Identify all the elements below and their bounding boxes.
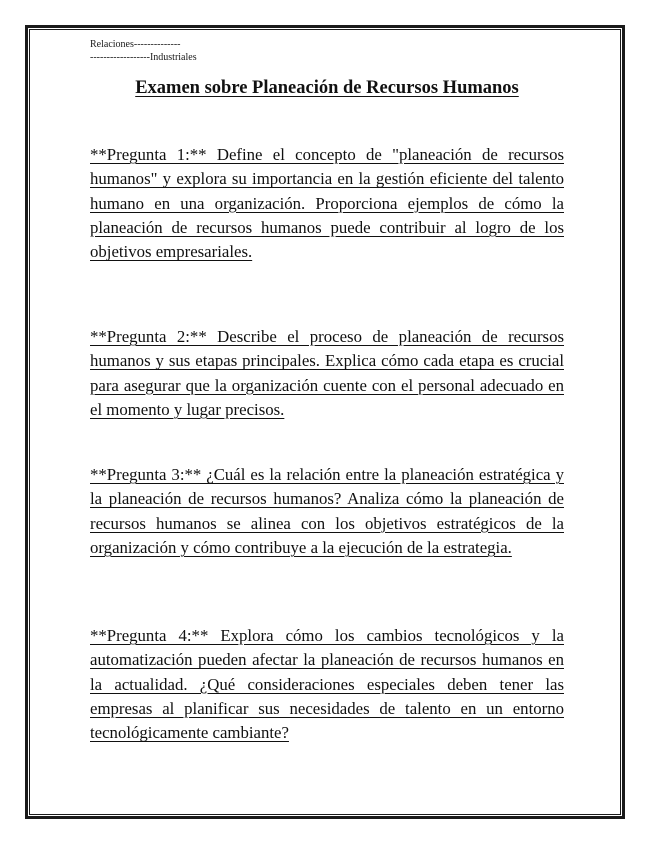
question-3: **Pregunta 3:** ¿Cuál es la relación entre la planeación estratégica y la planeación de recursos humanos? Analiza cómo la planeación de recursos humanos se alinea con los objetivos estratégicos de la organización y cómo contribuye a la ejecución de la estrategia. (90, 465, 564, 557)
question-4: **Pregunta 4:** Explora cómo los cambios tecnológicos y la automatización pueden afectar la planeación de recursos humanos en la actualidad. ¿Qué consideraciones especiales deben tener las empresas al planificar sus necesidades de talento en un entorno tecnológicamente cambiante? (90, 626, 564, 743)
question-2: **Pregunta 2:** Describe el proceso de planeación de recursos humanos y sus etapas principales. Explica cómo cada etapa es crucial para asegurar que la organización cuente con el personal adecuado en el momento y lugar precisos. (90, 327, 564, 419)
exam-title: Examen sobre Planeación de Recursos Humanos (135, 78, 519, 98)
question-1: **Pregunta 1:** Define el concepto de "planeación de recursos humanos" y explora su importancia en la gestión eficiente del talento humano en una organización. Proporciona ejemplos de cómo la planeación de recursos humanos puede contribuir al logro de los objetivos empresariales. (90, 145, 564, 262)
header-line-industriales: ------------------Industriales (90, 52, 197, 63)
header-line-relaciones: Relaciones-------------- (90, 39, 181, 50)
